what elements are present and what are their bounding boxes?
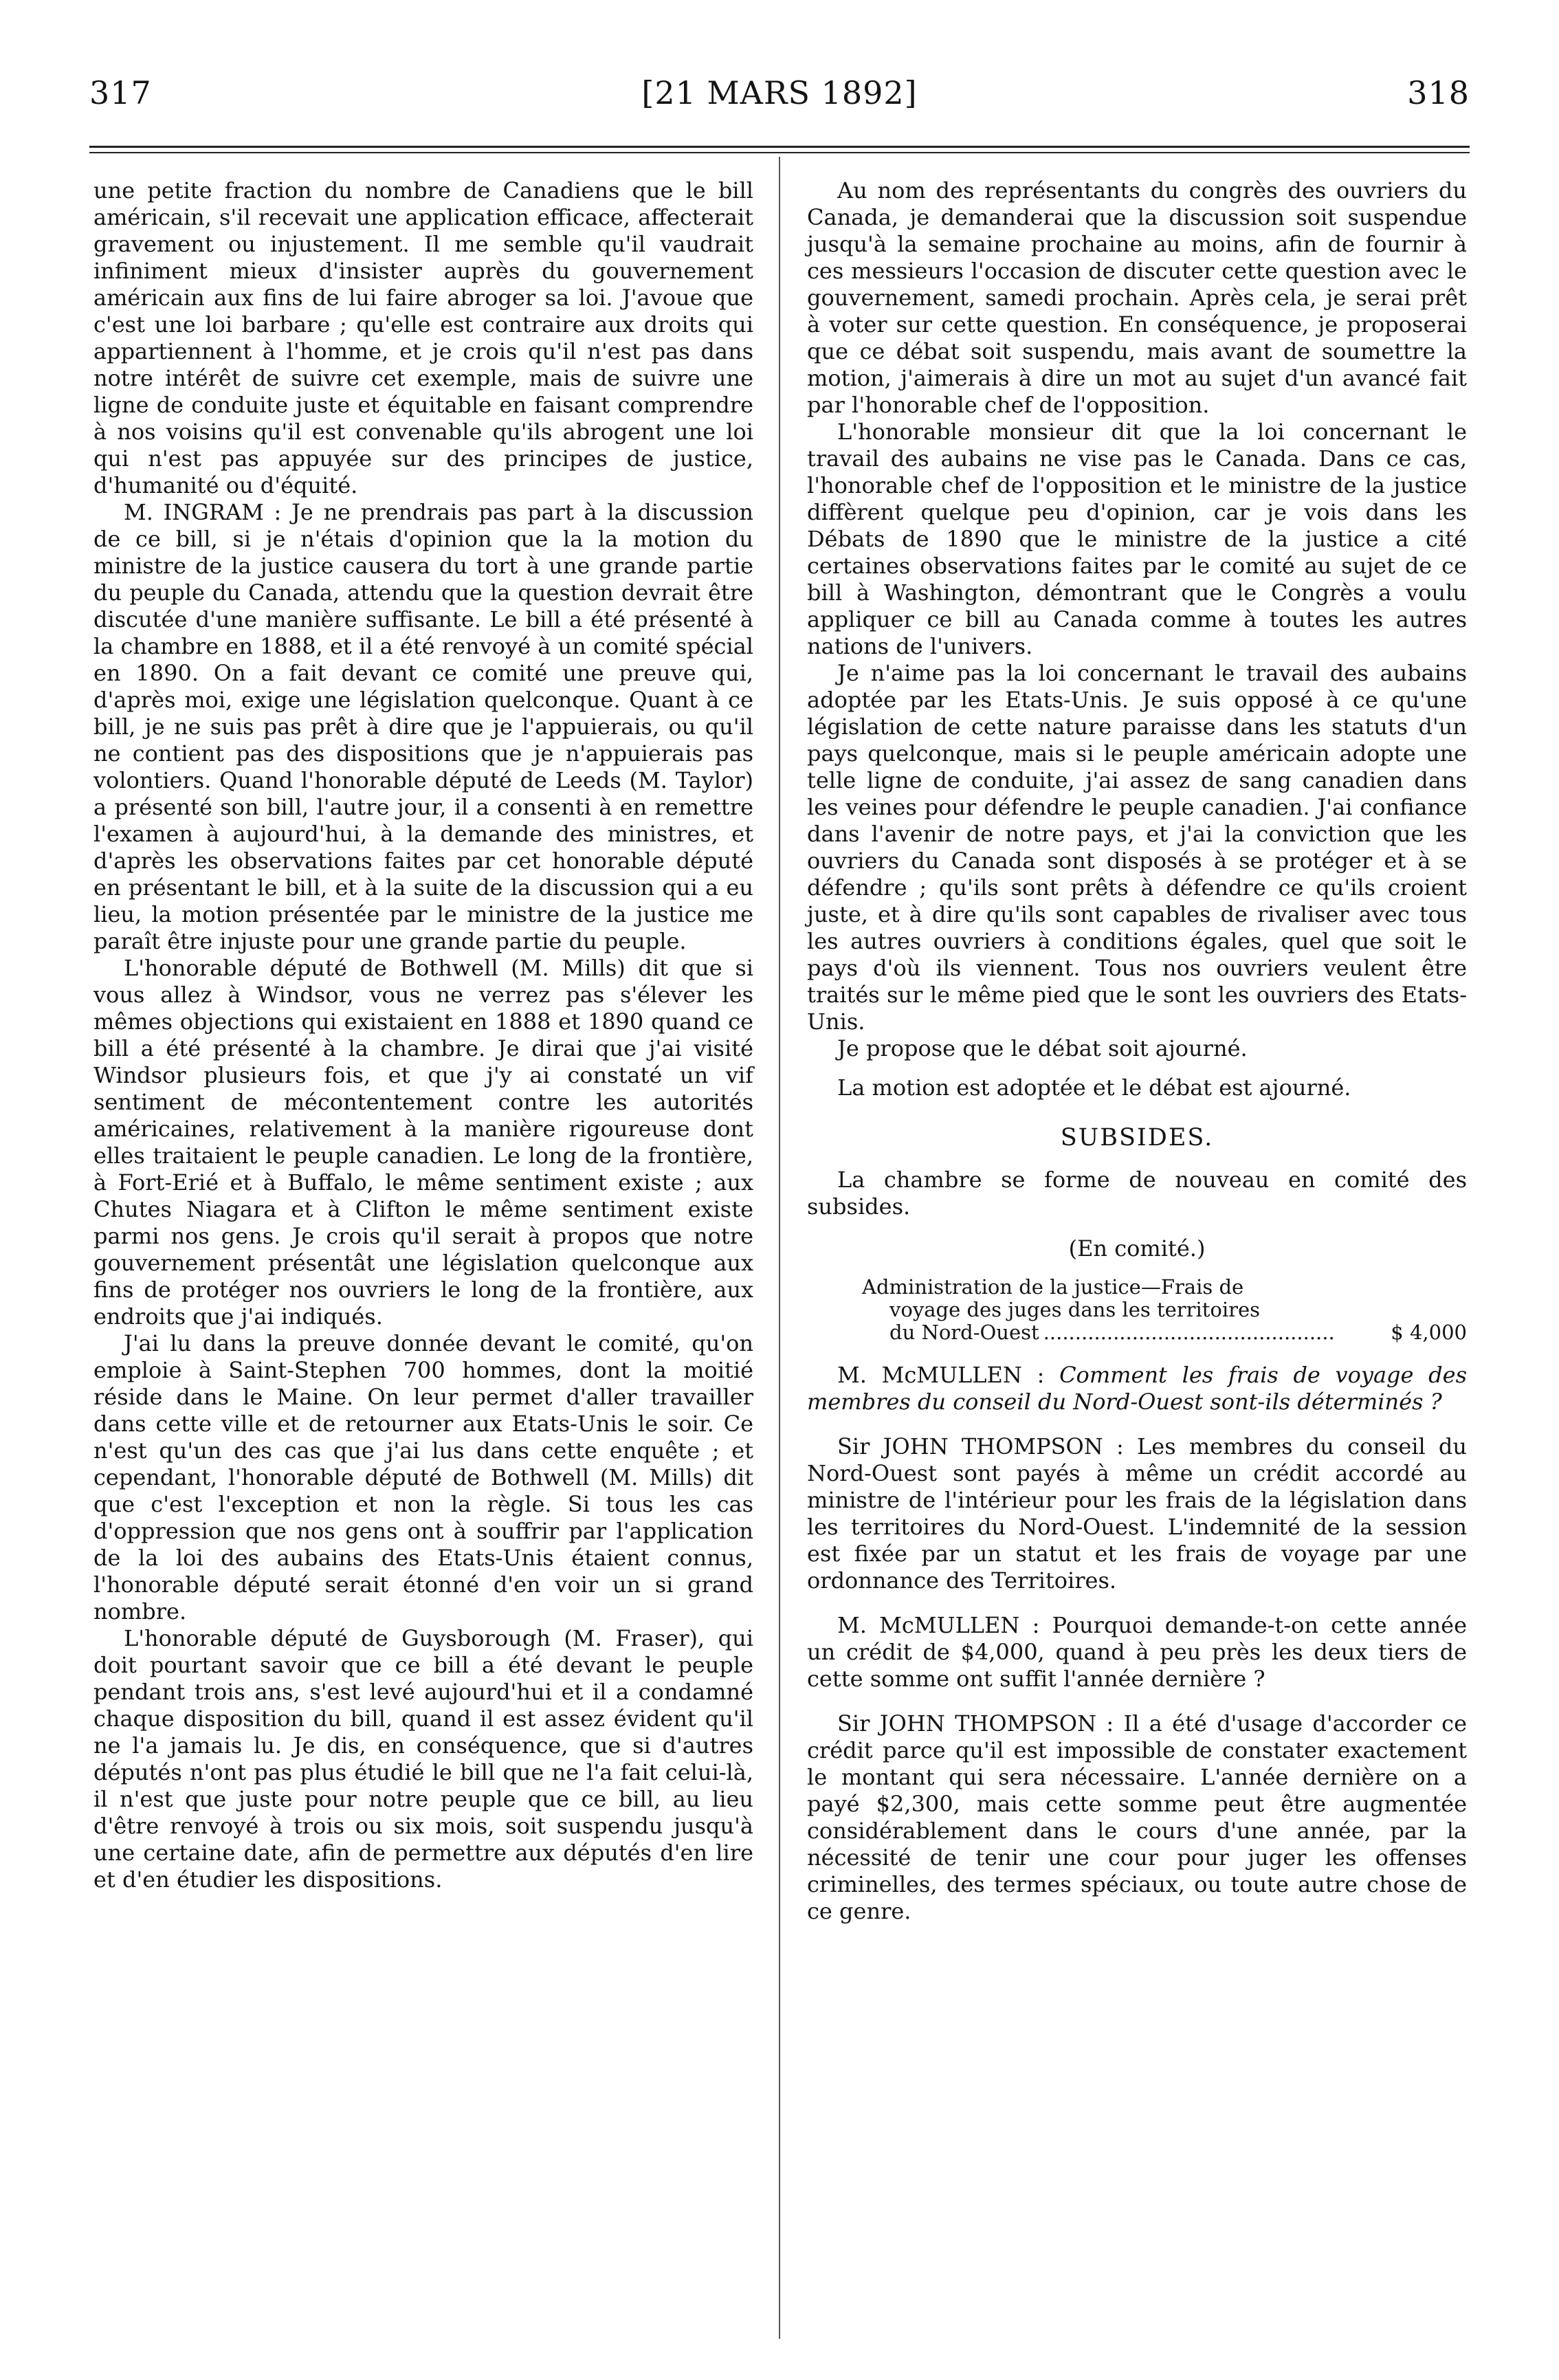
right-column [807, 177, 1467, 1925]
page-number-right: 318 [1407, 74, 1470, 111]
committee-note: (En comité.) [1068, 1235, 1206, 1261]
budget-line: voyage des juges dans les territoires [889, 1298, 1261, 1321]
budget-line: Administration de la justice—Frais de [862, 1275, 1244, 1299]
budget-label: du Nord-Ouest [889, 1321, 1039, 1344]
speaker-name: M. INGRAM : [124, 499, 282, 525]
motion-result: La motion est adoptée et le débat est ajourné. [837, 1075, 1351, 1101]
header-rule [89, 146, 1470, 148]
paragraph: une petite fraction du nombre de Canadiens que le bill américain, s'il recevait une application efficace, affecterait gravement ou injustement. Il me semble qu'il vaudrait infiniment mieux d'insister auprès du gouvernement américain aux fins de lui faire abroger sa loi. J'avoue que c'est une loi barbare ; qu'elle est contraire aux droits qui appartiennent à l'homme, et je crois qu'il n'est pas dans notre intérêt de suivre cet exemple, mais de suivre une ligne de conduite juste et équitable en faisant comprendre à nos voisins qu'il est convenable qu'ils abrogent une loi qui n'est pas appuyée sur des principes de justice, d'humanité ou d'équité. [93, 177, 753, 498]
speaker-name: Sir JOHN THOMPSON : [837, 1710, 1114, 1737]
speech-text: Comment les frais de voyage des membres du conseil du Nord-Ouest sont-ils déterminés ? [807, 1362, 1467, 1415]
speech-thompson [807, 1433, 1467, 1594]
budget-leader-dots: .............................................. [1043, 1321, 1335, 1344]
speech-mcmullen [807, 1612, 1467, 1693]
speech-ingram [93, 499, 753, 955]
paragraph: L'honorable monsieur dit que la loi concernant le travail des aubains ne vise pas le Canada. Dans ce cas, l'honorable chef de l'opposition et le ministre de la justice diffèrent quelque peu d'opinion, car je vois dans les Débats de 1890 que le ministre de la justice a cité certaines observations faites par le comité au sujet de ce bill à Washington, démontrant que le Congrès a voulu appliquer ce bill au Canada comme à toutes les autres nations de l'univers. [807, 419, 1467, 659]
budget-amount: $ 4,000 [1391, 1321, 1467, 1344]
budget-line [862, 1321, 1467, 1344]
speech-text: Il a été d'usage d'accorder ce crédit parce qu'il est impossible de constater exactement le montant qui sera nécessaire. L'année dernière on a payé $2,300, mais cette somme peut être augmentée considérablement dans le cours d'une année, par la nécessité de tenir une cour pour juger les offenses criminelles, des termes spéciaux, ou toute autre chose de ce genre. [807, 1710, 1468, 1924]
left-column [93, 177, 753, 1893]
budget-item [807, 1276, 1467, 1344]
paragraph: Je n'aime pas la loi concernant le travail des aubains adoptée par les Etats-Unis. Je suis opposé à ce qu'une législation de cette nature paraisse dans les statuts d'un pays quelconque, mais si le peuple américain adopte une telle ligne de conduite, j'ai assez de sang canadien dans les veines pour défendre le peuple canadien. J'ai confiance dans l'avenir de notre pays, et j'ai la conviction que les ouvriers du Canada sont disposés à se protéger et à se défendre ; qu'ils sont prêts à défendre ce qu'ils croient juste, et à dire qu'ils sont capables de rivaliser avec tous les autres ouvriers à conditions égales, quel que soit le pays d'où ils viennent. Tous nos ouvriers veulent être traités sur le même pied que le sont les ouvriers des Etats-Unis. [807, 660, 1467, 1035]
speaker-name: M. McMULLEN : [837, 1362, 1045, 1388]
page-header [89, 74, 1470, 122]
paragraph: L'honorable député de Bothwell (M. Mills) dit que si vous allez à Windsor, vous ne verrez pas s'élever les mêmes objections qui existaient en 1888 et 1890 quand ce bill a été présenté à la chambre. Je dirai que j'ai visité Windsor plusieurs fois, et que j'y ai constaté un vif sentiment de mécontentement contre les autorités américaines, relativement à la manière rigoureuse dont elles traitaient le peuple canadien. Le long de la frontière, à Fort-Erié et à Buffalo, le même sentiment existe ; aux Chutes Niagara et à Clifton le même sentiment existe parmi nos gens. Je crois qu'il serait à propos que notre gouvernement présentât une législation quelconque aux fins de protéger nos ouvriers le long de la frontière, aux endroits que j'ai indiqués. [93, 955, 753, 1330]
paragraph: Au nom des représentants du congrès des ouvriers du Canada, je demanderai que la discussion soit suspendue jusqu'à la semaine prochaine au moins, afin de fournir à ces messieurs l'occasion de discuter cette question avec le gouvernement, samedi prochain. Après cela, je serai prêt à voter sur cette question. En conséquence, je proposerai que ce débat soit suspendu, mais avant de soumettre la motion, j'aimerais à dire un mot au sujet d'un avancé fait par l'honorable chef de l'opposition. [807, 177, 1467, 418]
speech-text: Je ne prendrais pas part à la discussion de ce bill, si je n'étais d'opinion que la la motion du ministre de la justice causera du tort à une grande partie du peuple du Canada, attendu que la question devrait être discutée d'une manière suffisante. Le bill a été présenté à la chambre en 1888, et il a été renvoyé à un comité spécial en 1890. On a fait devant ce comité une preuve qui, d'après moi, exige une législation quelconque. Quant à ce bill, je ne suis pas prêt à dire que je l'appuierais, ou qu'il ne contient pas des dispositions que je n'appuierais pas volontiers. Quand l'honorable député de Leeds (M. Taylor) a présenté son bill, l'autre jour, il a consenti à en remettre l'examen à aujourd'hui, à la demande des ministres, et d'après les observations faites par cet honorable député en présentant le bill, et à la suite de la discussion qui a eu lieu, la motion présentée par le ministre de la justice me paraît être injuste pour une grande partie du peuple. [93, 499, 754, 954]
paragraph: L'honorable député de Guysborough (M. Fraser), qui doit pourtant savoir que ce bill a été devant le peuple pendant trois ans, s'est levé aujourd'hui et il a condamné chaque disposition du bill, quand il est assez évident qu'il ne l'a jamais lu. Je dis, en conséquence, que si d'autres députés n'ont pas plus étudié le bill que ne l'a fait celui-là, il n'est que juste pour notre peuple que ce bill, au lieu d'être renvoyé à trois ou six mois, soit suspendu jusqu'à une certaine date, afin de permettre aux députés d'en lire et d'en étudier les dispositions. [93, 1625, 753, 1893]
paragraph: J'ai lu dans la preuve donnée devant le comité, qu'on emploie à Saint-Stephen 700 hommes, dont la moitié réside dans le Maine. On leur permet d'aller travailler dans cette ville et de retourner aux Etats-Unis le soir. Ce n'est qu'un des cas que j'ai lus dans cette enquête ; et cependant, l'honorable député de Bothwell (M. Mills) dit que c'est l'exception et non la règle. Si tous les cas d'oppression que nos gens ont à souffrir par l'application de la loi des aubains des Etats-Unis étaient connus, l'honorable député serait étonné d'en voir un si grand nombre. [93, 1330, 753, 1624]
speech-thompson [807, 1710, 1467, 1925]
speaker-name: M. McMULLEN : [837, 1612, 1040, 1638]
header-rule-secondary [89, 152, 1470, 153]
column-divider [779, 157, 780, 2339]
page-number-left: 317 [89, 74, 152, 111]
paragraph: La chambre se forme de nouveau en comité des subsides. [807, 1167, 1467, 1220]
motion-paragraph: Je propose que le débat soit ajourné. [837, 1035, 1248, 1061]
header-date: [21 MARS 1892] [641, 74, 918, 111]
speech-text: Les membres du conseil du Nord-Ouest sont payés à même un crédit accordé au ministre de l'intérieur pour les frais de la législation dans les territoires du Nord-Ouest. L'indemnité de la session est fixée par un statut et les frais de voyage par une ordonnance des Territoires. [807, 1433, 1468, 1594]
speech-mcmullen [807, 1362, 1467, 1415]
speech-text: Pourquoi demande-t-on cette année un crédit de $4,000, quand à peu près les deux tiers de cette somme ont suffit l'année dernière ? [807, 1612, 1468, 1692]
speaker-name: Sir JOHN THOMPSON : [837, 1433, 1124, 1459]
section-title: SUBSIDES. [1060, 1124, 1214, 1152]
